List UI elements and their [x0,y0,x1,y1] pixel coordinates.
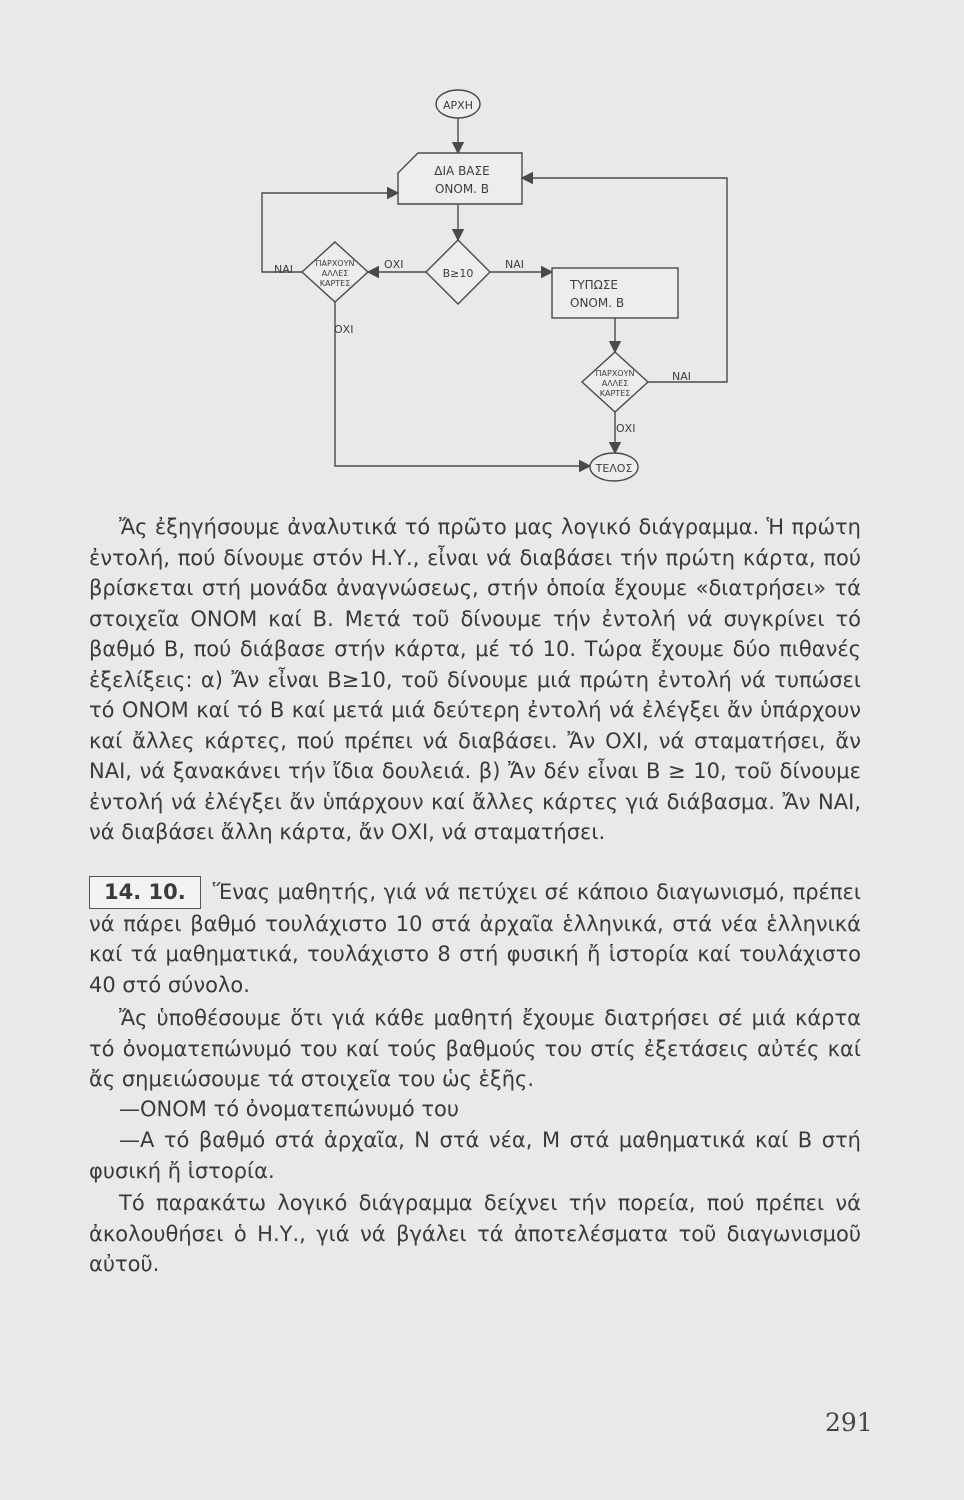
b-yes-label: ΝΑΙ [505,258,524,271]
b-no-label: ΟΧΙ [384,258,404,271]
start-label: ΑΡΧΗ [443,99,473,112]
right-more-label-1: ΠΑΡΧΟΥΝ [595,369,635,378]
left-yes-label: ΝΑΙ [274,263,293,276]
print-label-2: ΟΝΟΜ. Β [570,296,625,310]
paragraph-explanation: Ἄς ἐξηγήσουμε ἀναλυτικά τό πρῶτο μας λογικό διάγραμμα. Ἡ πρώτη ἐντολή, πού δίνουμε στόν Η.Υ., εἶναι νά διαβάσει τήν πρώτη κάρτα, πού βρίσκεται στή μονάδα ἀναγνώσεως, στήν ὁποία ἔχουμε «διατρήσει» τά στοιχεῖα ΟΝΟΜ καί Β. Μετά τοῦ δίνουμε τήν ἐντολή νά συγκρίνει τό βαθμό Β, πού διάβασε στήν κάρτα, μέ τό 10. Τώρα ἔχουμε δύο πιθανές ἐξελίξεις: α) Ἄν εἶναι Β≥10, τοῦ δίνουμε μιά πρώτη ἐντολή νά τυπώσει τό ΟΝΟΜ καί τό Β καί μετά μιά δεύτερη ἐντολή νά ἐλέγξει ἄν ὑπάρχουν καί ἄλλες κάρτες, πού πρέπει νά διαβάσει. Ἄν ΟΧΙ, νά σταματήσει, ἄν ΝΑΙ, νά ξανακάνει τήν ἴδια δουλειά. β) Ἄν δέν εἶναι Β ≥ 10, τοῦ δίνουμε ἐντολή νά ἐλέγξει ἄν ὑπάρχουν καί ἄλλες κάρτες γιά διάβασμα. Ἄν ΝΑΙ, νά διαβάσει ἄλλη κάρτα, ἄν ΟΧΙ, νά σταματήσει. [89,515,861,844]
end-label: ΤΕΛΟΣ [595,462,633,475]
print-box [552,268,678,318]
read-label-2: ΟΝΟΜ. Β [434,182,490,196]
read-card-box [398,153,522,204]
paragraph-diagram-intro: Τό παρακάτω λογικό διάγραμμα δείχνει τήν πορεία, πού πρέπει νά ἀκολουθήσει ὁ Η.Υ., γιά νά βγάλει τά ἀποτελέσματα τοῦ διαγωνισμοῦ αὐτοῦ. [89,1191,861,1276]
left-more-label-1: ΠΑΡΧΟΥΝ [315,259,355,268]
left-more-label-3: ΚΑΡΤΕΣ [319,279,351,288]
right-no-label: ΟΧΙ [616,422,636,435]
right-more-label-3: ΚΑΡΤΕΣ [599,389,631,398]
section-paragraph [89,876,861,1000]
left-no-label: ΟΧΙ [334,323,354,336]
page-number: 291 [825,1408,873,1437]
connector-left-no-end [335,302,590,466]
section-text: Ἕνας μαθητής, γιά νά πετύχει σέ κάποιο διαγωνισμό, πρέπει νά πάρει βαθμό τουλάχιστο 10 στά ἀρχαῖα ἑλληνικά, στά νέα ἑλληνικά καί τά μαθηματικά, τουλάχιστο 8 στή φυσική ἤ ἱστορία καί τουλάχιστο 40 στό σύνολο. [89,880,861,997]
decision-b-label: Β≥10 [442,267,474,280]
right-yes-label: ΝΑΙ [672,370,691,383]
left-more-label-2: ΑΛΛΕΣ [321,269,349,278]
print-label-1: ΤΥΠΩΣΕ [570,278,619,292]
right-more-label-2: ΑΛΛΕΣ [601,379,629,388]
flowchart [0,0,964,500]
section-number: 14. 10. [89,876,201,909]
list-item-onom: —ΟΝΟΜ τό ὀνοματεπώνυμό του [119,1097,459,1121]
paragraph-assumption: Ἄς ὑποθέσουμε ὅτι γιά κάθε μαθητή ἔχουμε διατρήσει σέ μιά κάρτα τό ὀνοματεπώνυμό του καί τούς βαθμούς του στίς ἐξετάσεις αὐτές καί ἄς σημειώσουμε τά στοιχεῖα του ὡς ἑξῆς. [89,1006,861,1091]
read-label-1: ΔΙΑ ΒΑΣΕ [434,164,490,178]
list-item-grades: —Α τό βαθμό στά ἀρχαῖα, Ν στά νέα, Μ στά μαθηματικά καί Β στή φυσική ἤ ἱστορία. [89,1128,861,1183]
